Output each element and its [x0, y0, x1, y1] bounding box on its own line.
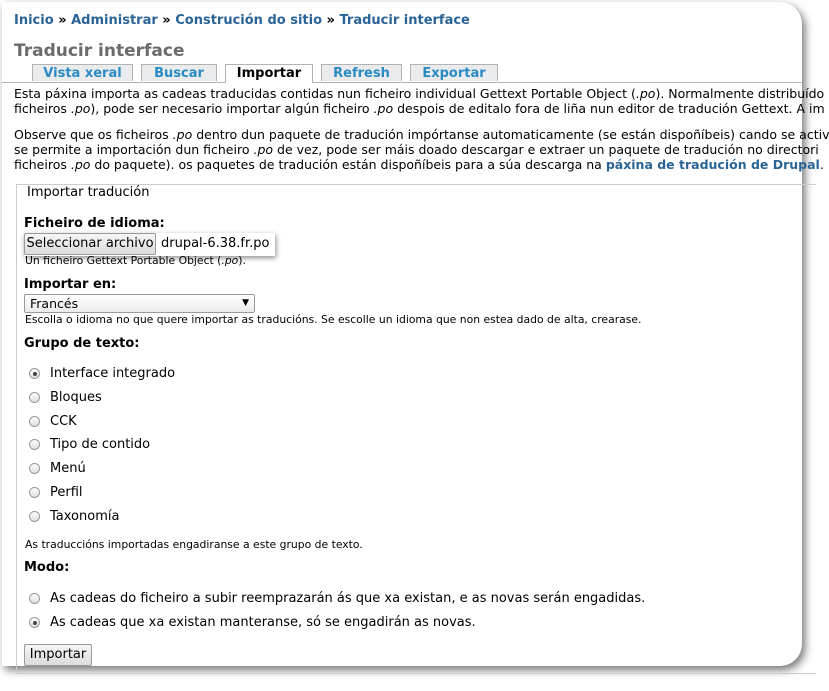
breadcrumb-separator: » — [326, 13, 335, 28]
fieldset-legend: Importar tradución — [27, 185, 150, 200]
radio-button[interactable] — [29, 487, 40, 498]
tab-overview[interactable]: Vista xeral — [32, 64, 133, 81]
breadcrumb-separator: » — [58, 13, 67, 28]
radio-label: CCK — [50, 414, 77, 429]
dropdown-arrow-icon: ▼ — [242, 298, 249, 308]
text-group-description: As traduccións importadas engadiranse a este grupo de texto. — [25, 538, 363, 551]
radio-label: Tipo de contido — [50, 437, 151, 452]
breadcrumb-admin[interactable]: Administrar — [71, 13, 158, 28]
file-input[interactable] — [24, 233, 275, 256]
tab-bar — [2, 64, 802, 83]
breadcrumb-home[interactable]: Inicio — [14, 13, 54, 28]
radio-label: Perfil — [50, 485, 83, 500]
radio-button[interactable] — [29, 511, 40, 522]
radio-label: As cadeas do ficheiro a subir reemprazarán ás que xa existan, e as novas serán engadidas. — [50, 591, 646, 606]
radio-label: Menú — [50, 461, 86, 476]
radio-label: Interface integrado — [50, 366, 176, 381]
breadcrumb-site-building[interactable]: Construción do sitio — [175, 13, 323, 28]
intro-paragraph-2-line-1: Observe que os ficheiros .po dentro dun paquete de tradución impórtanse automaticamente (se están dispoñíbeis) cando se activ — [14, 127, 829, 142]
selected-filename: drupal-6.38.fr.po — [161, 236, 270, 251]
radio-button[interactable] — [29, 617, 40, 628]
radio-button[interactable] — [29, 392, 40, 403]
radio-button[interactable] — [29, 368, 40, 379]
mode-label: Modo: — [24, 560, 70, 575]
radio-label: Taxonomía — [50, 509, 120, 524]
tab-search[interactable]: Buscar — [141, 64, 217, 81]
tab-import[interactable]: Importar — [225, 64, 313, 83]
import-into-description: Escolla o idioma no que quere importar as traducións. Se escolle un idioma que non estea dado de alta, crearase. — [25, 313, 642, 326]
radio-button[interactable] — [29, 416, 40, 427]
language-select-value: Francés — [30, 296, 79, 311]
breadcrumb-translate-interface[interactable]: Traducir interface — [339, 13, 470, 28]
page-frame — [2, 2, 829, 666]
drupal-translations-link[interactable]: páxina de tradución de Drupal — [605, 157, 820, 172]
choose-file-button[interactable]: Seleccionar archivo — [24, 233, 156, 255]
radio-button[interactable] — [29, 439, 40, 450]
text-group-label: Grupo de texto: — [24, 336, 140, 351]
breadcrumb — [14, 13, 470, 28]
intro-paragraph-2-line-2: se permite a importación dun ficheiro .po de vez, pode ser máis doado descargar e extraer un paquete de tradución no directori — [14, 142, 819, 157]
intro-paragraph-1-line-1: Esta páxina importa as cadeas traducidas contidas nun ficheiro individual Gettext Portable Object (.po). Normalmente distribuído — [14, 86, 825, 101]
intro-paragraph-1-line-2: ficheiros .po), pode ser necesario importar algún ficheiro .po despois de editalo fora de liña nun editor de tradución Gettext. A im — [14, 101, 825, 116]
tab-refresh[interactable]: Refresh — [321, 64, 402, 81]
import-into-label: Importar en: — [24, 277, 117, 292]
intro-paragraph-2-line-3: ficheiros .po do paquete). os paquetes de tradución están dispoñíbeis para a súa descarga na páxina de tradución de Drupal. — [14, 157, 824, 172]
radio-label: Bloques — [50, 390, 102, 405]
radio-button[interactable] — [29, 593, 40, 604]
import-submit-button[interactable]: Importar — [24, 644, 92, 666]
page-title: Traducir interface — [14, 41, 185, 61]
language-select[interactable] — [24, 294, 255, 313]
breadcrumb-separator: » — [162, 13, 171, 28]
radio-button[interactable] — [29, 463, 40, 474]
language-file-description: Un ficheiro Gettext Portable Object (.po). — [25, 254, 246, 267]
radio-label: As cadeas que xa existan manteranse, só se engadirán as novas. — [50, 615, 476, 630]
tab-export[interactable]: Exportar — [410, 64, 498, 81]
language-file-label: Ficheiro de idioma: — [24, 216, 165, 231]
